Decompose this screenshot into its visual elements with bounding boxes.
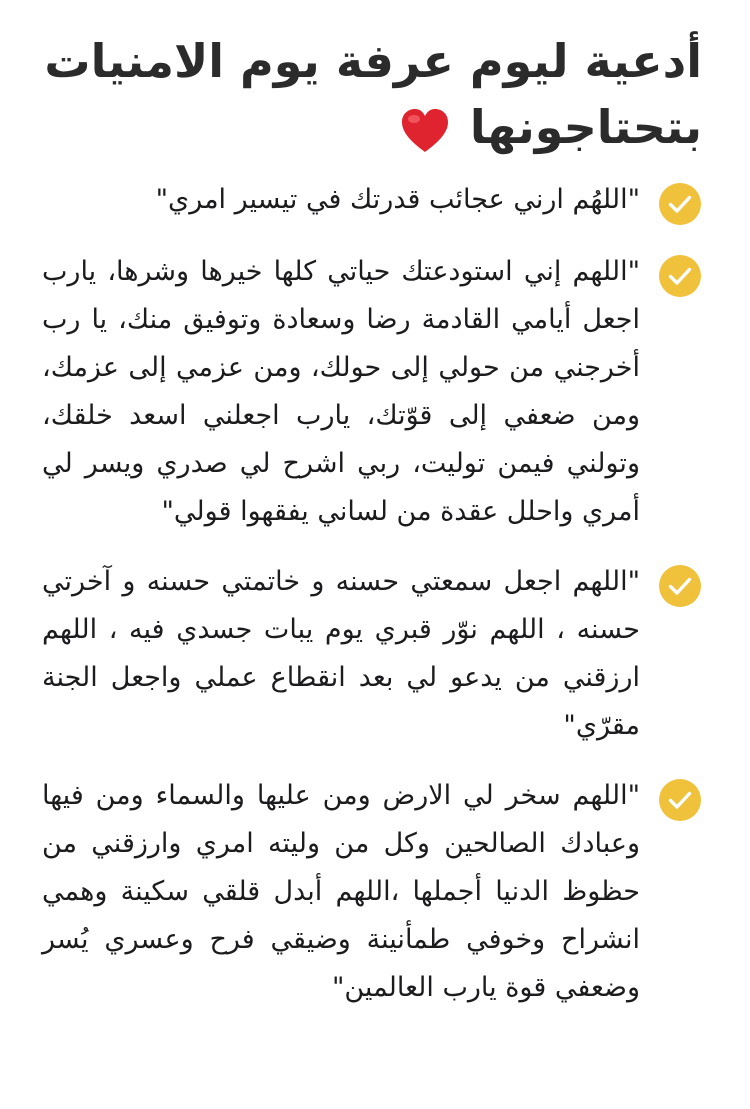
checkmark-circle-icon (658, 778, 702, 822)
list-item (42, 558, 702, 750)
list-item (42, 248, 702, 536)
checkmark-circle-icon (658, 564, 702, 608)
dua-text: "اللهم اجعل سمعتي حسنه و خاتمتي حسنه و آخرتي حسنه ، اللهم نوّر قبري يوم يبات جسدي فيه ، اللهم ارزقني من يدعو لي بعد انقطاع عملي واجعل الجنة مقرّي" (42, 566, 640, 741)
list-item (42, 176, 702, 226)
heart-icon (400, 108, 450, 154)
document (42, 28, 702, 1034)
list-item (42, 772, 702, 1012)
page-title (42, 28, 702, 160)
dua-list (42, 176, 702, 1012)
title-line-2: بتحتاجونها (469, 100, 702, 154)
dua-text: "اللهُم ارني عجائب قدرتك في تيسير امري" (155, 184, 640, 215)
dua-text: "اللهم سخر لي الارض ومن عليها والسماء ومن فيها وعبادك الصالحين وكل من وليته امري وارزقني من حظوظ الدنيا أجملها ،اللهم أبدل قلقي سكينة وهمي انشراح وخوفي طمأنينة وضيقي فرح وعسري يُسر وضعفي قوة يارب العالمين" (42, 780, 640, 1003)
checkmark-circle-icon (658, 182, 702, 226)
checkmark-circle-icon (658, 254, 702, 298)
title-line-1: أدعية ليوم عرفة يوم الامنيات (44, 34, 702, 88)
dua-text: "اللهم إني استودعتك حياتي كلها خيرها وشرها، يارب اجعل أيامي القادمة رضا وسعادة وتوفيق منك، يا رب أخرجني من حولي إلى حولك، ومن عزمي إلى عزمك، ومن ضعفي إلى قوّتك، يارب اجعلني اسعد خلقك، وتولني فيمن توليت، ربي اشرح لي صدري ويسر لي أمري واحلل عقدة من لساني يفقهوا قولي" (42, 256, 640, 527)
